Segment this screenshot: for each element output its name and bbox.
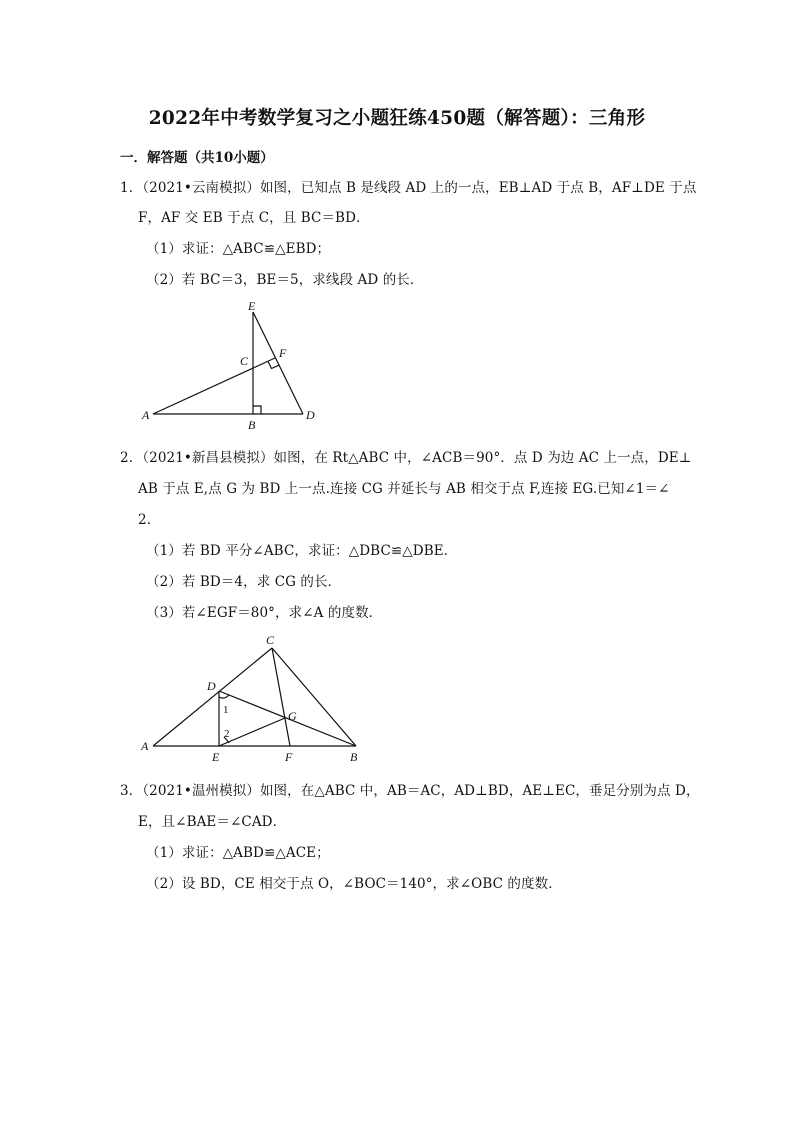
label-G: G — [288, 709, 297, 723]
problem-1-figure — [130, 295, 340, 435]
segment-ED — [253, 312, 303, 414]
problem-1-part-1: （1）求证：△ABC≌△EBD； — [146, 241, 331, 257]
problem-1-line-2: F，AF 交 EB 于点 C，且 BC＝BD． — [138, 210, 370, 226]
label-B: B — [248, 418, 256, 432]
problem-3-part-1: （1）求证：△ABD≌△ACE； — [146, 845, 330, 861]
problem-1-part-2: （2）若 BC＝3，BE＝5，求线段 AD 的长． — [146, 272, 424, 288]
segment-CF — [272, 648, 290, 746]
right-angle-mark-B — [253, 406, 261, 414]
right-angle-mark-F — [268, 362, 279, 369]
problem-3-part-2: （2）设 BD，CE 相交于点 O，∠BOC＝140°，求∠OBC 的度数． — [146, 876, 562, 892]
label-E: E — [248, 299, 256, 313]
problem-3-line-2: E，且∠BAE＝∠CAD． — [138, 814, 287, 830]
problem-2-part-1: （1）若 BD 平分∠ABC，求证：△DBC≌△DBE． — [146, 543, 458, 559]
problem-2-line-2: AB 于点 E,点 G 为 BD 上一点.连接 CG 并延长与 AB 相交于点 F,连接 EG.已知∠1＝∠ — [138, 481, 670, 497]
label-A: A — [142, 408, 150, 422]
problem-2-line-1: 2．（2021•新昌县模拟）如图，在 Rt△ABC 中，∠ACB＝90°．点 D 为边 AC 上一点，DE⊥ — [120, 450, 692, 466]
label-B: B — [350, 750, 358, 764]
page-title: 2022年中考数学复习之小题狂练450题（解答题）：三角形 — [148, 108, 646, 129]
segment-CB — [272, 648, 356, 746]
problem-2-figure — [135, 632, 375, 770]
label-D: D — [207, 679, 216, 693]
problem-2-part-2: （2）若 BD＝4，求 CG 的长． — [146, 574, 342, 590]
label-C: C — [240, 354, 249, 368]
section-heading: 一．解答题（共10小题） — [120, 150, 274, 166]
label-angle-2: 2 — [224, 728, 230, 740]
label-F: F — [285, 750, 293, 764]
label-E: E — [212, 750, 220, 764]
label-D: D — [306, 408, 315, 422]
angle-1-arc — [219, 695, 229, 698]
label-C: C — [266, 633, 275, 647]
problem-2-line-3: 2． — [138, 512, 161, 528]
label-F: F — [279, 346, 287, 360]
problem-3-line-1: 3．（2021•温州模拟）如图，在△ABC 中，AB＝AC，AD⊥BD，AE⊥EC，垂足分别为点 D， — [120, 783, 700, 799]
problem-1-line-1: 1．（2021•云南模拟）如图，已知点 B 是线段 AD 上的一点，EB⊥AD 于点 B，AF⊥DE 于点 — [120, 180, 697, 196]
problem-2-part-3: （3）若∠EGF＝80°，求∠A 的度数． — [146, 605, 383, 621]
label-angle-1: 1 — [223, 704, 229, 716]
label-A: A — [141, 739, 149, 753]
